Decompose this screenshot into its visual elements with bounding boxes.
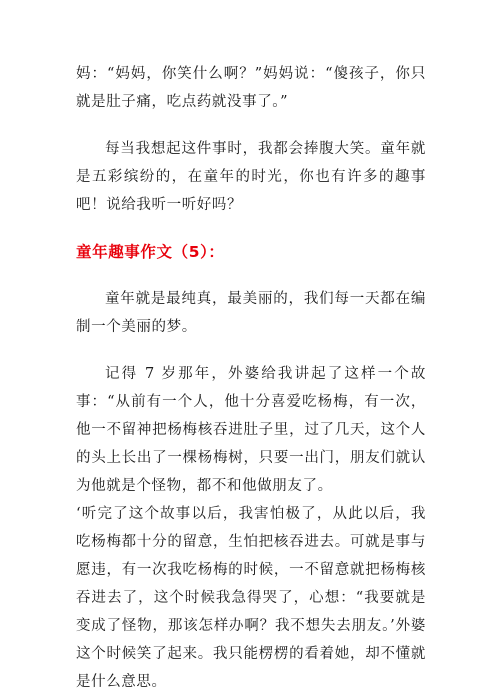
section-heading: 童年趣事作文（5）： (76, 243, 225, 261)
document-body (76, 60, 426, 696)
paragraph-mom-dialogue: 妈：“妈妈，你笑什么啊？”妈妈说：“傻孩子，你只就是肚子痛，吃点药就没事了。” (76, 66, 426, 110)
paragraph-story: 记得 7 岁那年，外婆给我讲起了这样一个故事：“从前有一个人，他十分喜爱吃杨梅，有一次，他一不留神把杨梅核吞进肚子里，过了几天，这个人的头上长出了一棵杨梅树，只要一出门，朋友们就认为他就是个怪物，都不和他做朋友了。 (76, 366, 426, 494)
paragraph-intro: 童年就是最纯真，最美丽的，我们每一天都在编制一个美丽的梦。 (76, 291, 426, 335)
paragraph-gap (76, 219, 426, 238)
paragraph-gap (76, 341, 426, 360)
paragraph-gap (76, 266, 426, 285)
paragraph-reflection: 每当我想起这件事时，我都会捧腹大笑。童年就是五彩缤纷的，在童年的时光，你也有许多的趣事吧！说给我听一听好吗？ (76, 141, 426, 213)
paragraph-aftermath: ‘听完了这个故事以后，我害怕极了，从此以后，我吃杨梅都十分的留意，生怕把核吞进去。可就是事与愿违，有一次我吃杨梅的时候，一不留意就把杨梅核吞进去了，这个时候我急得哭了，心想：“我要就是变成了怪物，那该怎样办啊？我不想失去朋友。’外婆这个时候笑了起来。我只能楞楞的看着她，却不懂就是什么意思。 (76, 506, 426, 690)
paragraph-gap (76, 116, 426, 135)
